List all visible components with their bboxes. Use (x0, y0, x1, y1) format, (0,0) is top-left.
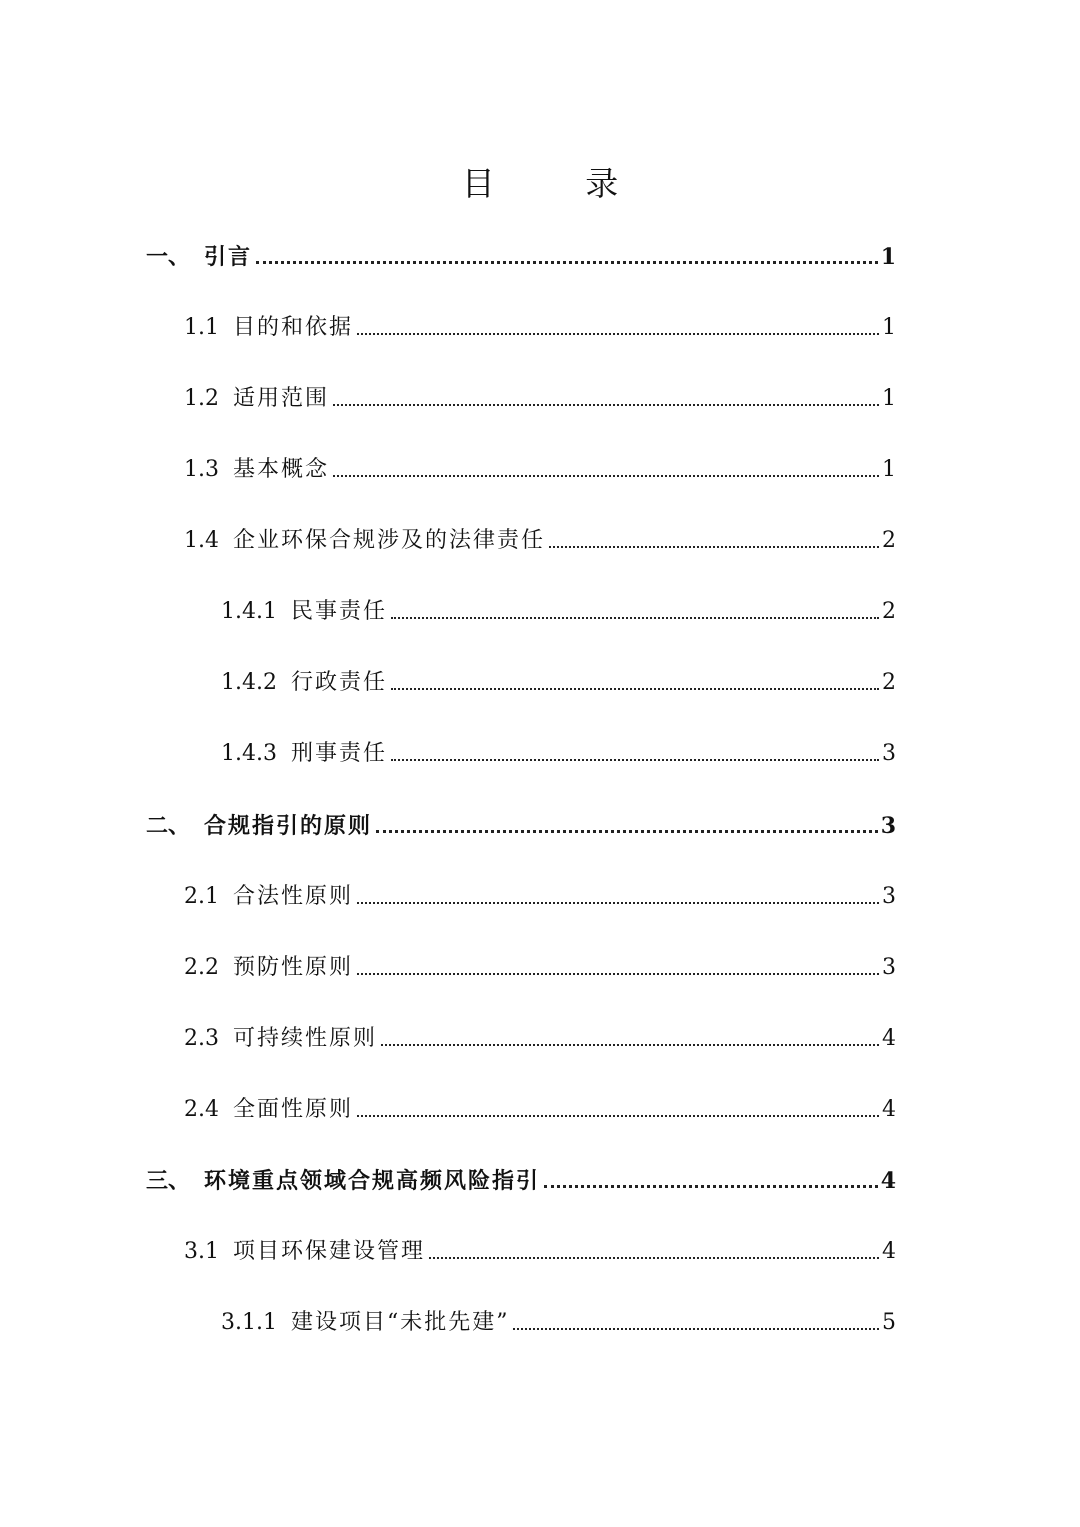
toc-entry-1-4-1[interactable] (221, 591, 896, 627)
dot-leader (357, 333, 879, 335)
toc-title: 目 录 (461, 164, 659, 203)
toc-entry-number: 三、 (146, 1168, 191, 1194)
toc-entry-number: 1.3 (184, 457, 219, 482)
toc-entry-label: 环境重点领域合规高频风险指引 (204, 1168, 541, 1194)
toc-entry-number: 1.4.1 (221, 599, 277, 624)
toc-entry-number: 1.1 (184, 315, 219, 340)
toc-entry-label: 引言 (204, 244, 253, 270)
toc-entry-number: 一、 (146, 244, 191, 270)
toc-entry-number: 2.4 (184, 1097, 219, 1122)
toc-entry-label: 全面性原则 (233, 1097, 354, 1122)
toc-entry-page: 1 (880, 244, 896, 270)
dot-leader (376, 830, 878, 833)
toc-entry-page: 5 (882, 1310, 896, 1335)
toc-entry-1-4-3[interactable] (221, 733, 896, 769)
toc-entry-label: 民事责任 (290, 599, 387, 624)
toc-entry-1-1[interactable] (184, 307, 896, 343)
toc-entry-label: 目的和依据 (233, 315, 354, 340)
toc-entry-3-1-1[interactable] (221, 1302, 896, 1338)
toc-entry-2-1[interactable] (184, 876, 896, 912)
toc-entry-number: 1.4 (184, 528, 219, 553)
toc-entry-page: 3 (882, 884, 896, 909)
toc-entry-2-4[interactable] (184, 1089, 896, 1125)
dot-leader (549, 546, 879, 548)
toc-entry-page: 1 (882, 315, 896, 340)
dot-leader (333, 475, 879, 477)
dot-leader (429, 1257, 879, 1259)
dot-leader (513, 1328, 879, 1330)
toc-entry-number: 2.3 (184, 1026, 219, 1051)
toc-entry-label: 合法性原则 (233, 884, 354, 909)
dot-leader (391, 617, 879, 619)
toc-entry-page: 3 (882, 955, 896, 980)
toc-entry-1-2[interactable] (184, 378, 896, 414)
toc-entry-number: 1.4.2 (221, 670, 277, 695)
toc-entry-label: 项目环保建设管理 (233, 1239, 426, 1264)
toc-entry-page: 4 (882, 1026, 896, 1051)
dot-leader (357, 973, 879, 975)
dot-leader (333, 404, 879, 406)
toc-entry-2-3[interactable] (184, 1018, 896, 1054)
toc-entry-number: 2.2 (184, 955, 219, 980)
toc-entry-page: 1 (882, 386, 896, 411)
toc-entry-label: 合规指引的原则 (204, 813, 373, 839)
dot-leader (357, 1115, 879, 1117)
toc-entry-label: 建设项目“未批先建” (290, 1310, 510, 1335)
toc-entry-label: 预防性原则 (233, 955, 354, 980)
dot-leader (544, 1185, 878, 1188)
toc-entry-page: 2 (882, 670, 896, 695)
toc-entry-label: 刑事责任 (290, 741, 387, 766)
dot-leader (391, 759, 879, 761)
toc-entry-page: 4 (882, 1239, 896, 1264)
toc-entry-number: 3.1 (184, 1239, 219, 1264)
toc-entry-label: 适用范围 (233, 386, 330, 411)
toc-entry-section-1[interactable] (146, 236, 896, 272)
toc-entry-page: 1 (882, 457, 896, 482)
toc-entry-number: 2.1 (184, 884, 219, 909)
toc-entry-1-4[interactable] (184, 520, 896, 556)
toc-entry-label: 可持续性原则 (233, 1026, 378, 1051)
toc-entry-1-3[interactable] (184, 449, 896, 485)
toc-entry-number: 1.2 (184, 386, 219, 411)
toc-entry-page: 3 (882, 741, 896, 766)
toc-entry-section-2[interactable] (146, 805, 896, 841)
toc-entry-page: 2 (882, 599, 896, 624)
toc-entry-label: 基本概念 (233, 457, 330, 482)
toc-entry-page: 4 (880, 1168, 896, 1194)
toc-entry-section-3[interactable] (146, 1160, 896, 1196)
toc-entry-number: 3.1.1 (221, 1310, 277, 1335)
dot-leader (357, 902, 879, 904)
toc-entry-label: 行政责任 (290, 670, 387, 695)
dot-leader (256, 261, 878, 264)
toc-entry-page: 4 (882, 1097, 896, 1122)
toc-entry-page: 3 (880, 813, 896, 839)
dot-leader (391, 688, 879, 690)
toc-entry-number: 1.4.3 (221, 741, 277, 766)
toc-entry-number: 二、 (146, 813, 191, 839)
toc-entry-1-4-2[interactable] (221, 662, 896, 698)
toc-entry-page: 2 (882, 528, 896, 553)
dot-leader (381, 1044, 879, 1046)
toc-entry-3-1[interactable] (184, 1231, 896, 1267)
toc-entry-label: 企业环保合规涉及的法律责任 (233, 528, 546, 553)
toc-entry-2-2[interactable] (184, 947, 896, 983)
